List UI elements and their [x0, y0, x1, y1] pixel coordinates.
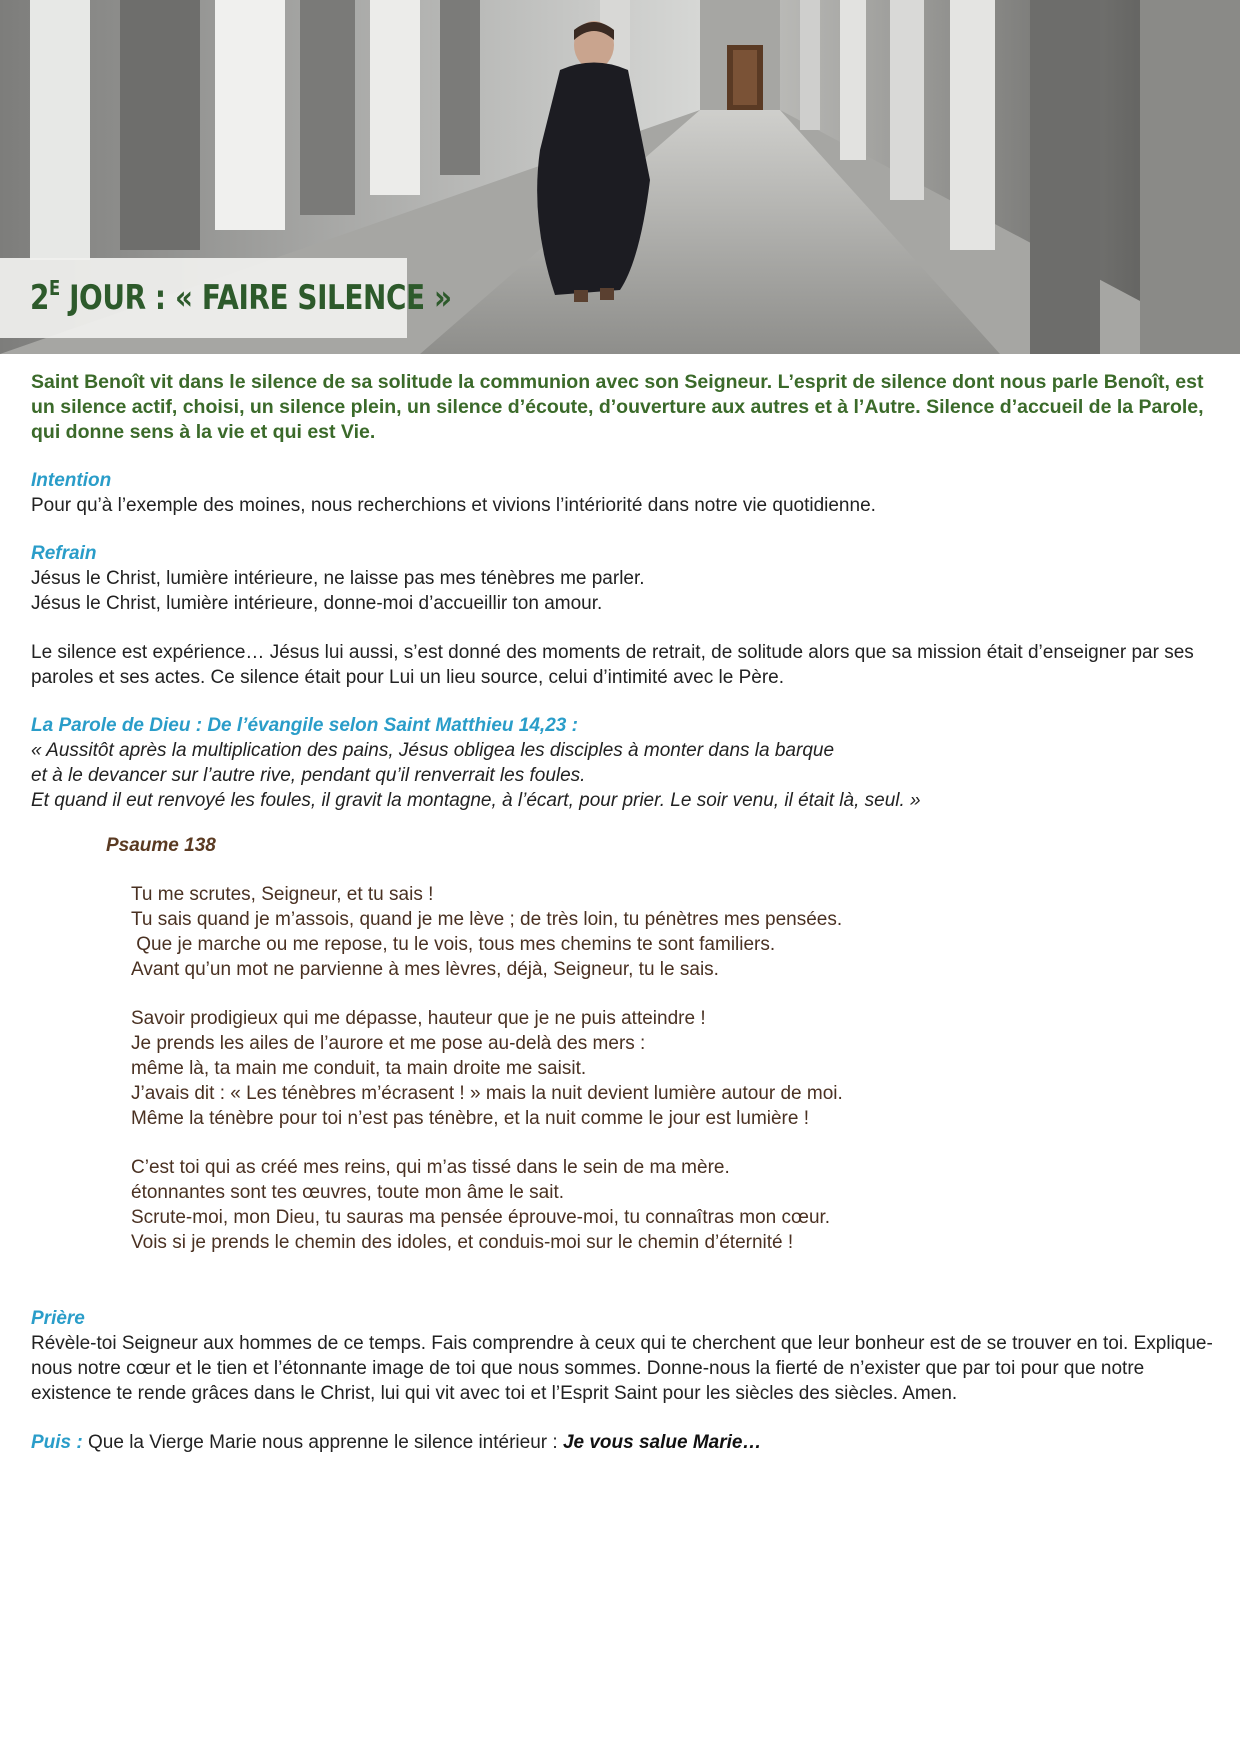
- refrain-line: Jésus le Christ, lumière intérieure, donne-moi d’accueillir ton amour.: [31, 593, 603, 614]
- psalm-line: Savoir prodigieux qui me dépasse, hauteur que je ne puis atteindre !: [131, 1008, 706, 1029]
- gospel-line: Et quand il eut renvoyé les foules, il gravit la montagne, à l’écart, pour prier. Le soir venu, il était là, seul. »: [31, 790, 921, 811]
- gospel-line: « Aussitôt après la multiplication des pains, Jésus obligea les disciples à monter dans la barque: [31, 740, 835, 761]
- psalm-line: J’avais dit : « Les ténèbres m’écrasent ! » mais la nuit devient lumière autour de moi.: [131, 1083, 843, 1104]
- intro-paragraph: Saint Benoît vit dans le silence de sa solitude la communion avec son Seigneur. L’esprit de silence dont nous parle Benoît, est un silence actif, choisi, un silence plein, un silence d’écoute, d’ouverture aux autres et à l’Autre. Silence d’accueil de la Parole, qui donne sens à la vie et qui est Vie.: [31, 371, 1204, 443]
- page-title: $2^E$ JOUR : « FAIRE SILENCE »: [30, 276, 452, 318]
- intention-heading: Intention: [31, 470, 112, 491]
- intention-text: Pour qu’à l’exemple des moines, nous recherchions et vivions l’intériorité dans notre vie quotidienne.: [31, 495, 876, 516]
- psalm-line: Je prends les ailes de l’aurore et me pose au-delà des mers :: [131, 1033, 646, 1054]
- puis-emphasis: Je vous salue Marie…: [562, 1432, 762, 1453]
- puis-line: [31, 1430, 1221, 1455]
- psalm-heading: Psaume 138: [106, 835, 216, 856]
- psalm-line: Vois si je prends le chemin des idoles, et conduis-moi sur le chemin d’éternité !: [131, 1232, 794, 1253]
- gospel-line: et à le devancer sur l’autre rive, pendant qu’il renverrait les foules.: [31, 765, 586, 786]
- psalm-line: Tu me scrutes, Seigneur, et tu sais !: [131, 884, 434, 905]
- psalm-line: C’est toi qui as créé mes reins, qui m’as tissé dans le sein de ma mère.: [131, 1157, 730, 1178]
- gospel-heading: La Parole de Dieu : De l’évangile selon Saint Matthieu 14,23 :: [31, 715, 578, 736]
- puis-label: Puis :: [31, 1432, 83, 1453]
- refrain-line: Jésus le Christ, lumière intérieure, ne laisse pas mes ténèbres me parler.: [31, 568, 645, 589]
- psalm-line: Tu sais quand je m’assois, quand je me lève ; de très loin, tu pénètres mes pensées.: [131, 909, 843, 930]
- main-content: [31, 370, 1221, 1455]
- psalm-line: Scrute-moi, mon Dieu, tu sauras ma pensée éprouve-moi, tu connaîtras mon cœur.: [131, 1207, 831, 1228]
- refrain-heading: Refrain: [31, 543, 97, 564]
- silence-paragraph: Le silence est expérience… Jésus lui aussi, s’est donné des moments de retrait, de solitude alors que sa mission était d’enseigner par ses paroles et ses actes. Ce silence était pour Lui un lieu source, celui d’intimité avec le Père.: [31, 642, 1194, 688]
- psalm-line: même là, ta main me conduit, ta main droite me saisit.: [131, 1058, 587, 1079]
- priere-text: Révèle-toi Seigneur aux hommes de ce temps. Fais comprendre à ceux qui te cherchent que leur bonheur est de se trouver en toi. Explique-nous notre cœur et le tien et l’étonnante image de toi que nous sommes. Donne-nous la fierté de n’exister que par toi pour que notre existence te rende grâces dans le Christ, lui qui vit avec toi et l’Esprit Saint pour les siècles des siècles. Amen.: [31, 1333, 1213, 1404]
- priere-heading: Prière: [31, 1308, 85, 1329]
- psalm-line: Même la ténèbre pour toi n’est pas ténèbre, et la nuit comme le jour est lumière !: [131, 1108, 810, 1129]
- puis-text: Que la Vierge Marie nous apprenne le silence intérieur :: [82, 1432, 563, 1453]
- psalm-line: étonnantes sont tes œuvres, toute mon âme le sait.: [131, 1182, 565, 1203]
- psalm-line: Que je marche ou me repose, tu le vois, tous mes chemins te sont familiers.: [131, 934, 776, 955]
- psalm-line: Avant qu’un mot ne parvienne à mes lèvres, déjà, Seigneur, tu le sais.: [131, 959, 719, 980]
